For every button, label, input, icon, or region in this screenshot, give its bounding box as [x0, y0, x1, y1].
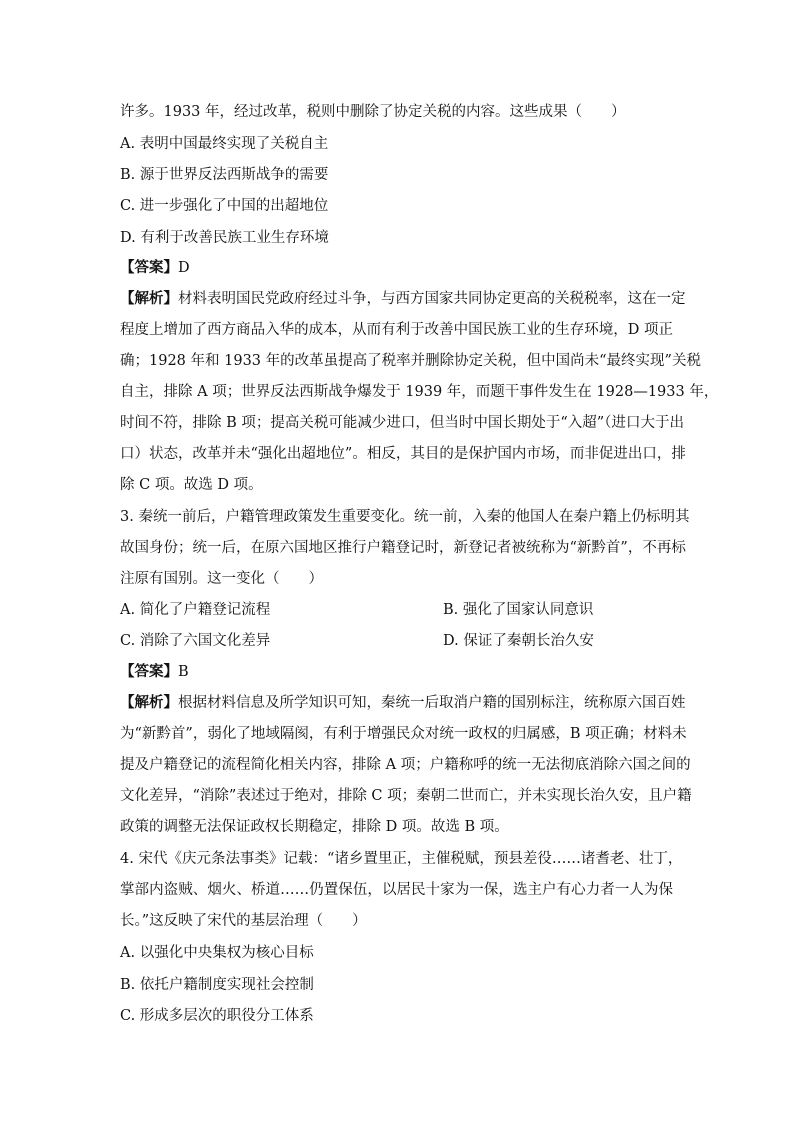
q4-option-c: C. 形成多层次的职役分工体系 — [120, 1008, 314, 1024]
q2-answer — [120, 258, 190, 278]
q2-option-d: D. 有利于改善民族工业生存环境 — [120, 230, 329, 246]
q2-option-b: B. 源于世界反法西斯战争的需要 — [120, 167, 329, 183]
q2-analysis-line: 口）状态，改革并未“强化出超地位”。相反，其目的是保护国内市场，而非促进出口，排 — [120, 446, 686, 462]
q2-analysis-line — [120, 289, 686, 309]
q3-stem-line: 3. 秦统一前后，户籍管理政策发生重要变化。统一前，入秦的他国人在秦户籍上仍标明其 — [120, 509, 690, 525]
q2-analysis-line: 除 C 项。故选 D 项。 — [120, 477, 263, 493]
q3-analysis-line: 政策的调整无法保证政权长期稳定，排除 D 项。故选 B 项。 — [120, 819, 509, 835]
q2-option-a: A. 表明中国最终实现了关税自主 — [120, 136, 329, 152]
q3-analysis-line: 文化差异，“消除”表述过于绝对，排除 C 项；秦朝二世而亡，并未实现长治久安，且户籍 — [120, 788, 692, 804]
q2-stem-tail: 许多。1933 年，经过改革，税则中删除了协定关税的内容。这些成果（ ） — [120, 104, 626, 120]
q3-analysis-line: 提及户籍登记的流程简化相关内容，排除 A 项；户籍称呼的统一无法彻底消除六国之间的 — [120, 757, 691, 773]
analysis-text: 材料表明国民党政府经过斗争，与西方国家共同协定更高的关税税率，这在一定 — [178, 291, 686, 307]
answer-value: D — [178, 260, 190, 276]
answer-value: B — [178, 664, 189, 680]
q2-analysis-line: 确；1928 年和 1933 年的改革虽提高了税率并删除协定关税，但中国尚未“最终实现”关税 — [120, 353, 701, 369]
q3-option-d: D. 保证了秦朝长治久安 — [443, 633, 594, 649]
answer-tag: 【答案】 — [120, 259, 178, 276]
q4-stem-line: 掌部内盗贼、烟火、桥道……仍置保伍，以居民十家为一保，选主户有心力者一人为保 — [120, 882, 673, 898]
q2-analysis-line: 自主，排除 A 项；世界反法西斯战争爆发于 1939 年，而题干事件发生在 1928—1933 年， — [120, 384, 719, 400]
analysis-tag: 【解析】 — [120, 694, 178, 711]
q3-stem-line: 注原有国别。这一变化（ ） — [120, 571, 323, 587]
q3-answer — [120, 662, 189, 682]
q3-analysis-line: 为“新黔首”，弱化了地域隔阂，有利于增强民众对统一政权的归属感，B 项正确；材料未 — [120, 726, 687, 742]
answer-tag: 【答案】 — [120, 663, 178, 680]
q4-option-b: B. 依托户籍制度实现社会控制 — [120, 977, 314, 993]
q2-analysis-line: 程度上增加了西方商品入华的成本，从而有利于改善中国民族工业的生存环境，D 项正 — [120, 322, 673, 338]
analysis-tag: 【解析】 — [120, 290, 178, 307]
q3-option-c: C. 消除了六国文化差异 — [120, 633, 271, 649]
q2-analysis-line: 时间不符，排除 B 项；提高关税可能减少进口，但当时中国长期处于“入超”（进口大于出 — [120, 415, 684, 431]
q3-stem-line: 故国身份；统一后，在原六国地区推行户籍登记时，新登记者被统称为“新黔首”，不再标 — [120, 540, 686, 556]
analysis-text: 根据材料信息及所学知识可知，秦统一后取消户籍的国别标注，统称原六国百姓 — [178, 695, 686, 711]
q4-option-a: A. 以强化中央集权为核心目标 — [120, 945, 314, 961]
q2-option-c: C. 进一步强化了中国的出超地位 — [120, 198, 329, 214]
q3-option-b: B. 强化了国家认同意识 — [443, 602, 594, 618]
q3-analysis-line — [120, 693, 686, 713]
q4-stem-line: 4. 宋代《庆元条法事类》记载：“诸乡置里正，主催税赋，预县差役……诸耆老、壮丁， — [120, 851, 683, 867]
q3-option-a: A. 简化了户籍登记流程 — [120, 602, 271, 618]
q4-stem-line: 长。”这反映了宋代的基层治理（ ） — [120, 913, 367, 929]
